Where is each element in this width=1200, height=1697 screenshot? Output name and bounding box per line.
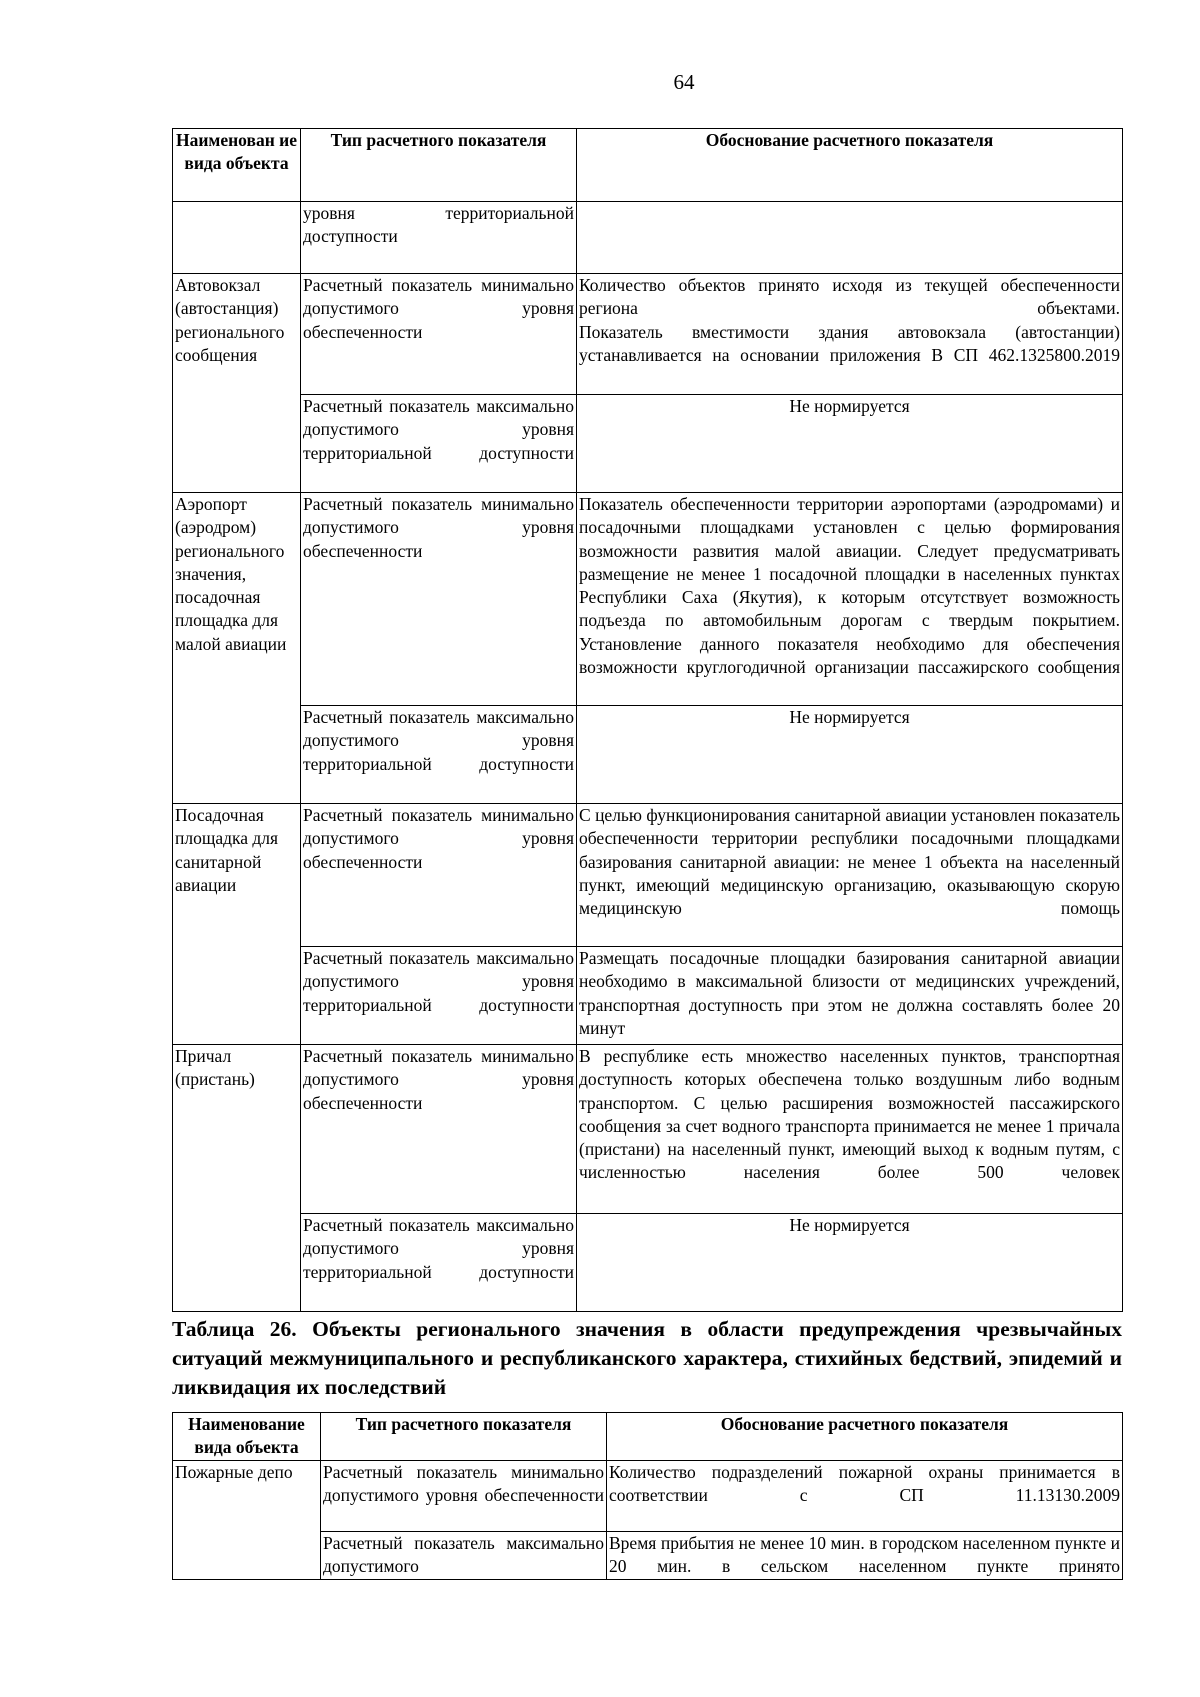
standards-table (172, 128, 1123, 1312)
table-header-row (173, 129, 1123, 202)
basis-cell: Размещать посадочные площадки базирования санитарной авиации необходимо в максимальной близости от медицинских учреждений, транспортная доступность при этом не должна составлять более 20 минут (577, 947, 1123, 1045)
table-row (173, 1460, 1123, 1531)
object-cell: Посадочная площадка для санитарной авиации (173, 804, 301, 1045)
object-cell: Автовокзал (автостанция) регионального сообщения (173, 274, 301, 493)
basis-cell: С целью функционирования санитарной авиации установлен показатель обеспеченности территории республики посадочными площадками базирования санитарной авиации: не менее 1 объекта на населенный пункт, имеющий медицинскую организацию, оказывающую скорую медицинскую помощь (577, 804, 1123, 947)
basis-cell (577, 274, 1123, 395)
indicator-type-cell: Расчетный показатель минимально допустимого уровня обеспеченности (321, 1460, 607, 1531)
object-cell: Причал (пристань) (173, 1045, 301, 1312)
basis-cell: Не нормируется (577, 395, 1123, 493)
indicator-type-cell: Расчетный показатель минимально допустимого уровня обеспеченности (301, 493, 577, 706)
table-header-row (173, 1413, 1123, 1461)
object-cell: Пожарные депо (173, 1460, 321, 1579)
column-header-type: Тип расчетного показателя (321, 1413, 607, 1461)
basis-paragraph: Количество объектов принято исходя из текущей обеспеченности региона объектами. (579, 275, 1120, 319)
indicator-type-cell: Расчетный показатель максимально допустимого (321, 1531, 607, 1579)
table-row (173, 947, 1123, 1045)
indicator-type-cell: Расчетный показатель максимально допустимого уровня территориальной доступности (301, 947, 577, 1045)
emergency-standards-table (172, 1412, 1123, 1580)
basis-paragraph: Показатель вместимости здания автовокзала (автостанции) устанавливается на основании приложения В СП 462.1325800.2019 (579, 321, 1120, 365)
basis-cell: В республике есть множество населенных пунктов, транспортная доступность которых обеспечена только воздушным либо водным транспортом. С целью расширения возможностей пассажирского сообщения за счет водного транспорта принимается не менее 1 причала (пристани) на населенный пункт, имеющий выход к водным путям, с численностью населения более 500 человек (577, 1045, 1123, 1214)
table-row (173, 804, 1123, 947)
table-row (173, 202, 1123, 274)
basis-cell (577, 202, 1123, 274)
column-header-type: Тип расчетного показателя (301, 129, 577, 202)
page-number: 64 (673, 70, 695, 94)
table-row (173, 274, 1123, 395)
basis-cell: Показатель обеспеченности территории аэропортами (аэродромами) и посадочными площадками установлен с целью формирования возможности развития малой авиации. Следует предусматривать размещение не менее 1 посадочной площадки в населенных пунктах Республики Саха (Якутия), к которым отсутствует возможность подъезда по автомобильным дорогам с твердым покрытием. Установление данного показателя необходимо для обеспечения возможности круглогодичной организации пассажирского сообщения (577, 493, 1123, 706)
object-cell (173, 202, 301, 274)
indicator-type-cell: Расчетный показатель минимально допустимого уровня обеспеченности (301, 274, 577, 395)
table-row (173, 1214, 1123, 1312)
basis-cell: Не нормируется (577, 1214, 1123, 1312)
indicator-type-cell: Расчетный показатель минимально допустимого уровня обеспеченности (301, 1045, 577, 1214)
basis-cell: Не нормируется (577, 706, 1123, 804)
table-row (173, 493, 1123, 706)
table-caption: Таблица 26. Объекты регионального значения в области предупреждения чрезвычайных ситуаций межмуниципального и республиканского характера, стихийных бедствий, эпидемий и ликвидация их последствий (172, 1317, 1122, 1399)
indicator-type-cell: уровня территориальной доступности (301, 202, 577, 274)
column-header-object: Наименован ие вида объекта (173, 129, 301, 202)
object-cell: Аэропорт (аэродром) регионального значения, посадочная площадка для малой авиации (173, 493, 301, 804)
basis-cell: Время прибытия не менее 10 мин. в городском населенном пункте и 20 мин. в сельском населенном пункте принято (607, 1531, 1123, 1579)
column-header-basis: Обоснование расчетного показателя (607, 1413, 1123, 1461)
table-row (173, 1045, 1123, 1214)
table-row (173, 706, 1123, 804)
indicator-type-cell: Расчетный показатель максимально допустимого уровня территориальной доступности (301, 1214, 577, 1312)
column-header-basis: Обоснование расчетного показателя (577, 129, 1123, 202)
column-header-object: Наименование вида объекта (173, 1413, 321, 1461)
table-row (173, 395, 1123, 493)
indicator-type-cell: Расчетный показатель максимально допустимого уровня территориальной доступности (301, 395, 577, 493)
basis-cell: Количество подразделений пожарной охраны принимается в соответствии с СП 11.13130.2009 (607, 1460, 1123, 1531)
indicator-type-cell: Расчетный показатель максимально допустимого уровня территориальной доступности (301, 706, 577, 804)
indicator-type-cell: Расчетный показатель минимально допустимого уровня обеспеченности (301, 804, 577, 947)
